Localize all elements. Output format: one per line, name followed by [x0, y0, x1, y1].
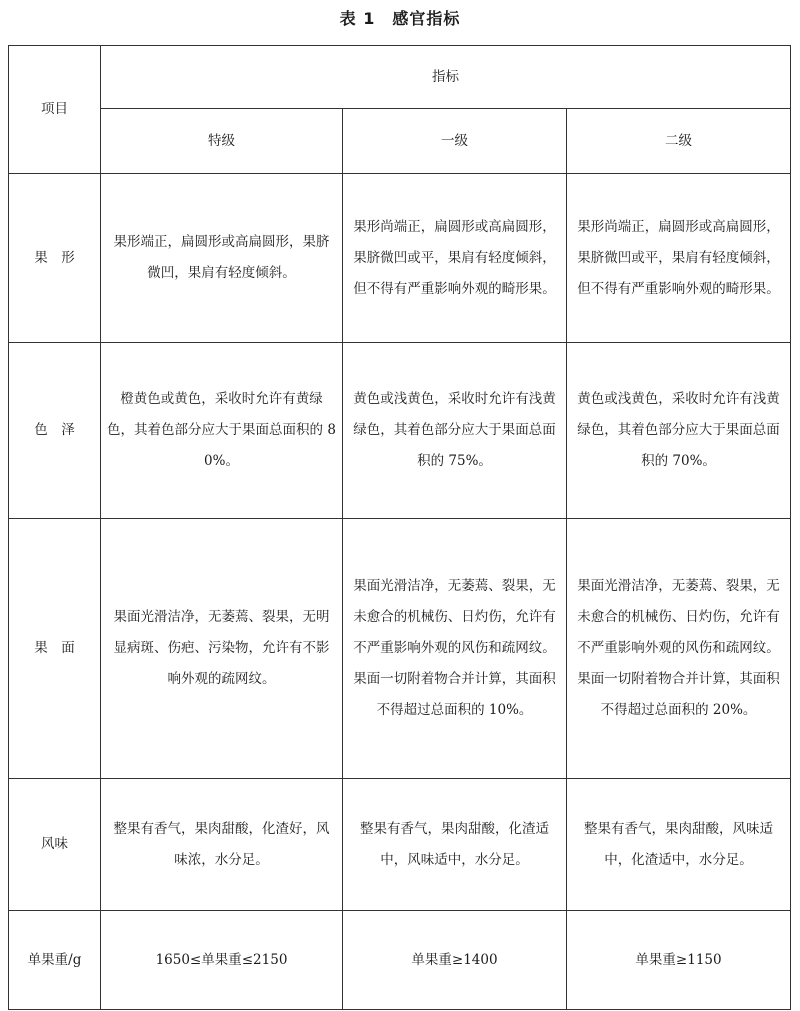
header-grade-special: 特级 [101, 109, 343, 174]
table-row [9, 343, 791, 519]
cell-first: 果形尚端正，扁圆形或高扁圆形，果脐微凹或平，果肩有轻度倾斜，但不得有严重影响外观的畸形果。 [343, 174, 567, 343]
cell-special: 果面光滑洁净，无萎蔫、裂果，无明显病斑、伤疤、污染物，允许有不影响外观的疏网纹。 [101, 519, 343, 779]
cell-second: 果面光滑洁净，无萎蔫、裂果，无未愈合的机械伤、日灼伤，允许有不严重影响外观的风伤和疏网纹。果面一切附着物合并计算，其面积不得超过总面积的 20%。 [567, 519, 791, 779]
table-row [9, 911, 791, 1010]
cell-special: 橙黄色或黄色，采收时允许有黄绿色，其着色部分应大于果面总面积的 80%。 [101, 343, 343, 519]
table-row [9, 519, 791, 779]
sensory-index-table [8, 45, 791, 1010]
cell-special: 果形端正，扁圆形或高扁圆形，果脐微凹，果肩有轻度倾斜。 [101, 174, 343, 343]
table-row [9, 174, 791, 343]
header-grade-second: 二级 [567, 109, 791, 174]
row-label: 风味 [9, 779, 101, 911]
table-row [9, 779, 791, 911]
cell-second: 整果有香气，果肉甜酸，风味适中，化渣适中，水分足。 [567, 779, 791, 911]
cell-first: 单果重≥1400 [343, 911, 567, 1010]
cell-second: 黄色或浅黄色，采收时允许有浅黄绿色，其着色部分应大于果面总面积的 70%。 [567, 343, 791, 519]
header-row-indicator [9, 46, 791, 109]
cell-special: 整果有香气，果肉甜酸，化渣好，风味浓，水分足。 [101, 779, 343, 911]
cell-special: 1650≤单果重≤2150 [101, 911, 343, 1010]
header-indicator: 指标 [101, 46, 791, 109]
row-label: 色 泽 [9, 343, 101, 519]
row-label: 果 面 [9, 519, 101, 779]
header-row-grades [9, 109, 791, 174]
cell-first: 果面光滑洁净，无萎蔫、裂果，无未愈合的机械伤、日灼伤，允许有不严重影响外观的风伤和疏网纹。果面一切附着物合并计算，其面积不得超过总面积的 10%。 [343, 519, 567, 779]
row-label: 果 形 [9, 174, 101, 343]
header-item: 项目 [9, 46, 101, 174]
cell-first: 黄色或浅黄色，采收时允许有浅黄绿色，其着色部分应大于果面总面积的 75%。 [343, 343, 567, 519]
cell-first: 整果有香气，果肉甜酸，化渣适中，风味适中，水分足。 [343, 779, 567, 911]
row-label: 单果重/g [9, 911, 101, 1010]
table-title: 表 1 感官指标 [339, 9, 461, 28]
header-grade-first: 一级 [343, 109, 567, 174]
cell-second: 果形尚端正，扁圆形或高扁圆形，果脐微凹或平，果肩有轻度倾斜，但不得有严重影响外观的畸形果。 [567, 174, 791, 343]
cell-second: 单果重≥1150 [567, 911, 791, 1010]
